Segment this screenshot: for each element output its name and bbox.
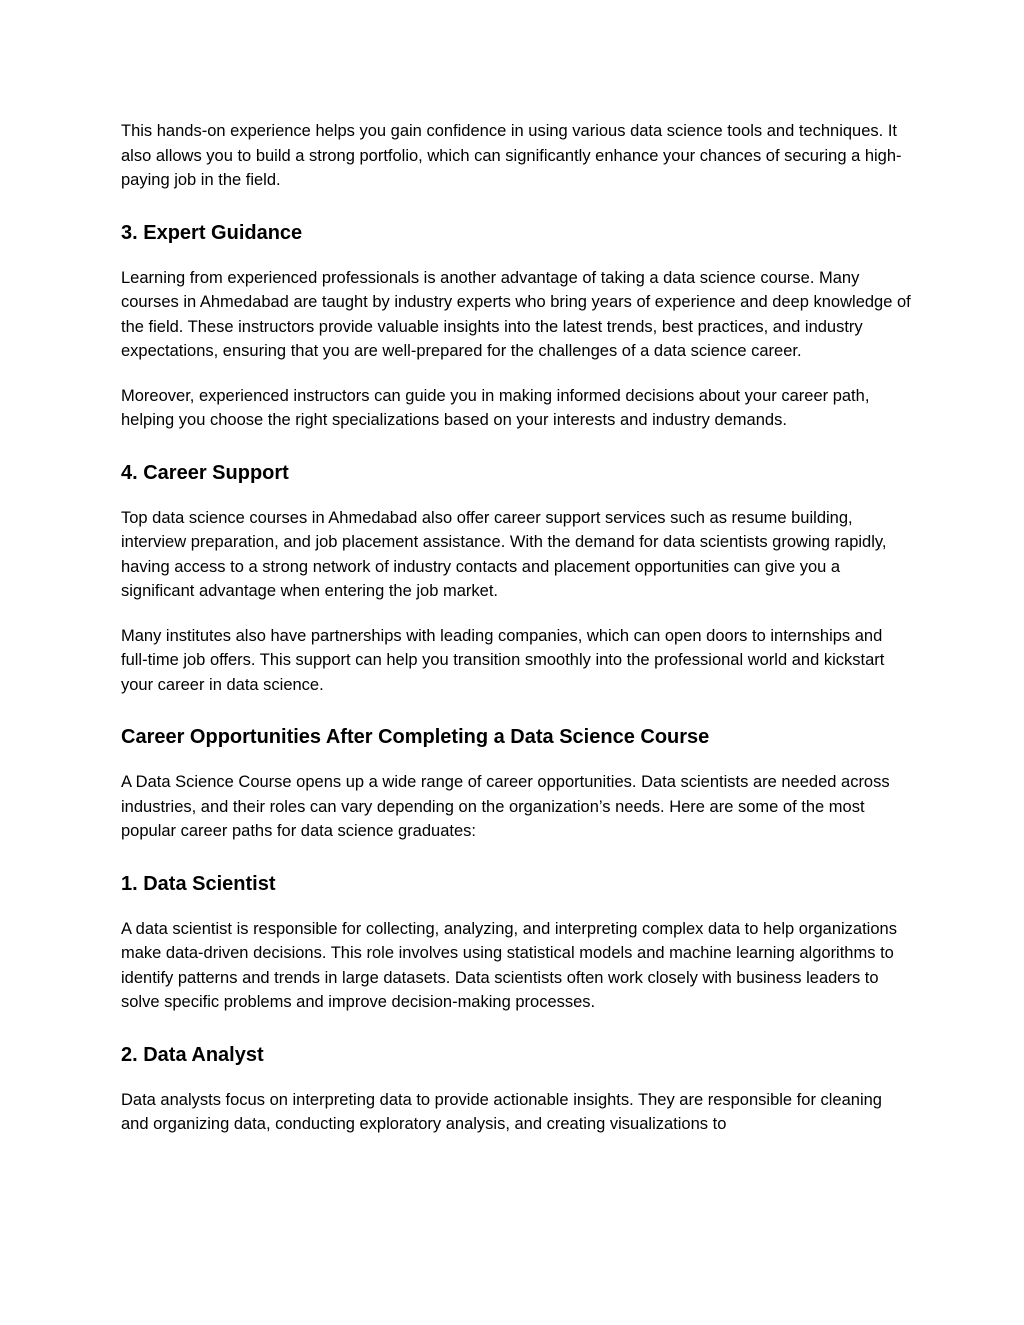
paragraph-data-analyst: Data analysts focus on interpreting data to provide actionable insights. They are responsible for cleaning and organizing data, conducting exploratory analysis, and creating visualizations to xyxy=(121,1090,882,1133)
heading-data-analyst: 2. Data Analyst xyxy=(121,1043,264,1066)
heading-data-scientist: 1. Data Scientist xyxy=(121,872,276,895)
paragraph-hands-on-experience: This hands-on experience helps you gain confidence in using various data science tools and techniques. It also allows you to build a strong portfolio, which can significantly enhance your chances of securing a high-paying job in the field. xyxy=(121,122,902,189)
paragraph-career-support-services: Top data science courses in Ahmedabad also offer career support services such as resume building, interview preparation, and job placement assistance. With the demand for data scientists growing rapidly, having access to a strong network of industry contacts and placement opportunities can give you a significant advantage when entering the job market. xyxy=(121,508,887,600)
paragraph-career-path-guidance: Moreover, experienced instructors can guide you in making informed decisions about your career path, helping you choose the right specializations based on your interests and industry demands. xyxy=(121,386,870,429)
paragraph-career-opportunities-intro: A Data Science Course opens up a wide range of career opportunities. Data scientists are needed across industries, and their roles can vary depending on the organization’s needs. Here are some of the most popular career paths for data science graduates: xyxy=(121,773,890,840)
heading-career-opportunities: Career Opportunities After Completing a Data Science Course xyxy=(121,726,710,748)
paragraph-experienced-professionals: Learning from experienced professionals is another advantage of taking a data science course. Many courses in Ahmedabad are taught by industry experts who bring years of experience and deep knowledge of the field. These instructors provide valuable insights into the latest trends, best practices, and industry expectations, ensuring that you are well-prepared for the challenges of a data science career. xyxy=(121,268,911,360)
heading-career-support: 4. Career Support xyxy=(121,461,289,484)
paragraph-data-scientist: A data scientist is responsible for collecting, analyzing, and interpreting complex data to help organizations make data-driven decisions. This role involves using statistical models and machine learning algorithms to identify patterns and trends in large datasets. Data scientists often work closely with business leaders to solve specific problems and improve decision-making processes. xyxy=(121,919,897,1011)
paragraph-partnerships: Many institutes also have partnerships with leading companies, which can open doors to internships and full-time job offers. This support can help you transition smoothly into the professional world and kickstart your career in data science. xyxy=(121,626,885,694)
document-page xyxy=(121,119,911,1157)
heading-expert-guidance: 3. Expert Guidance xyxy=(121,221,303,244)
